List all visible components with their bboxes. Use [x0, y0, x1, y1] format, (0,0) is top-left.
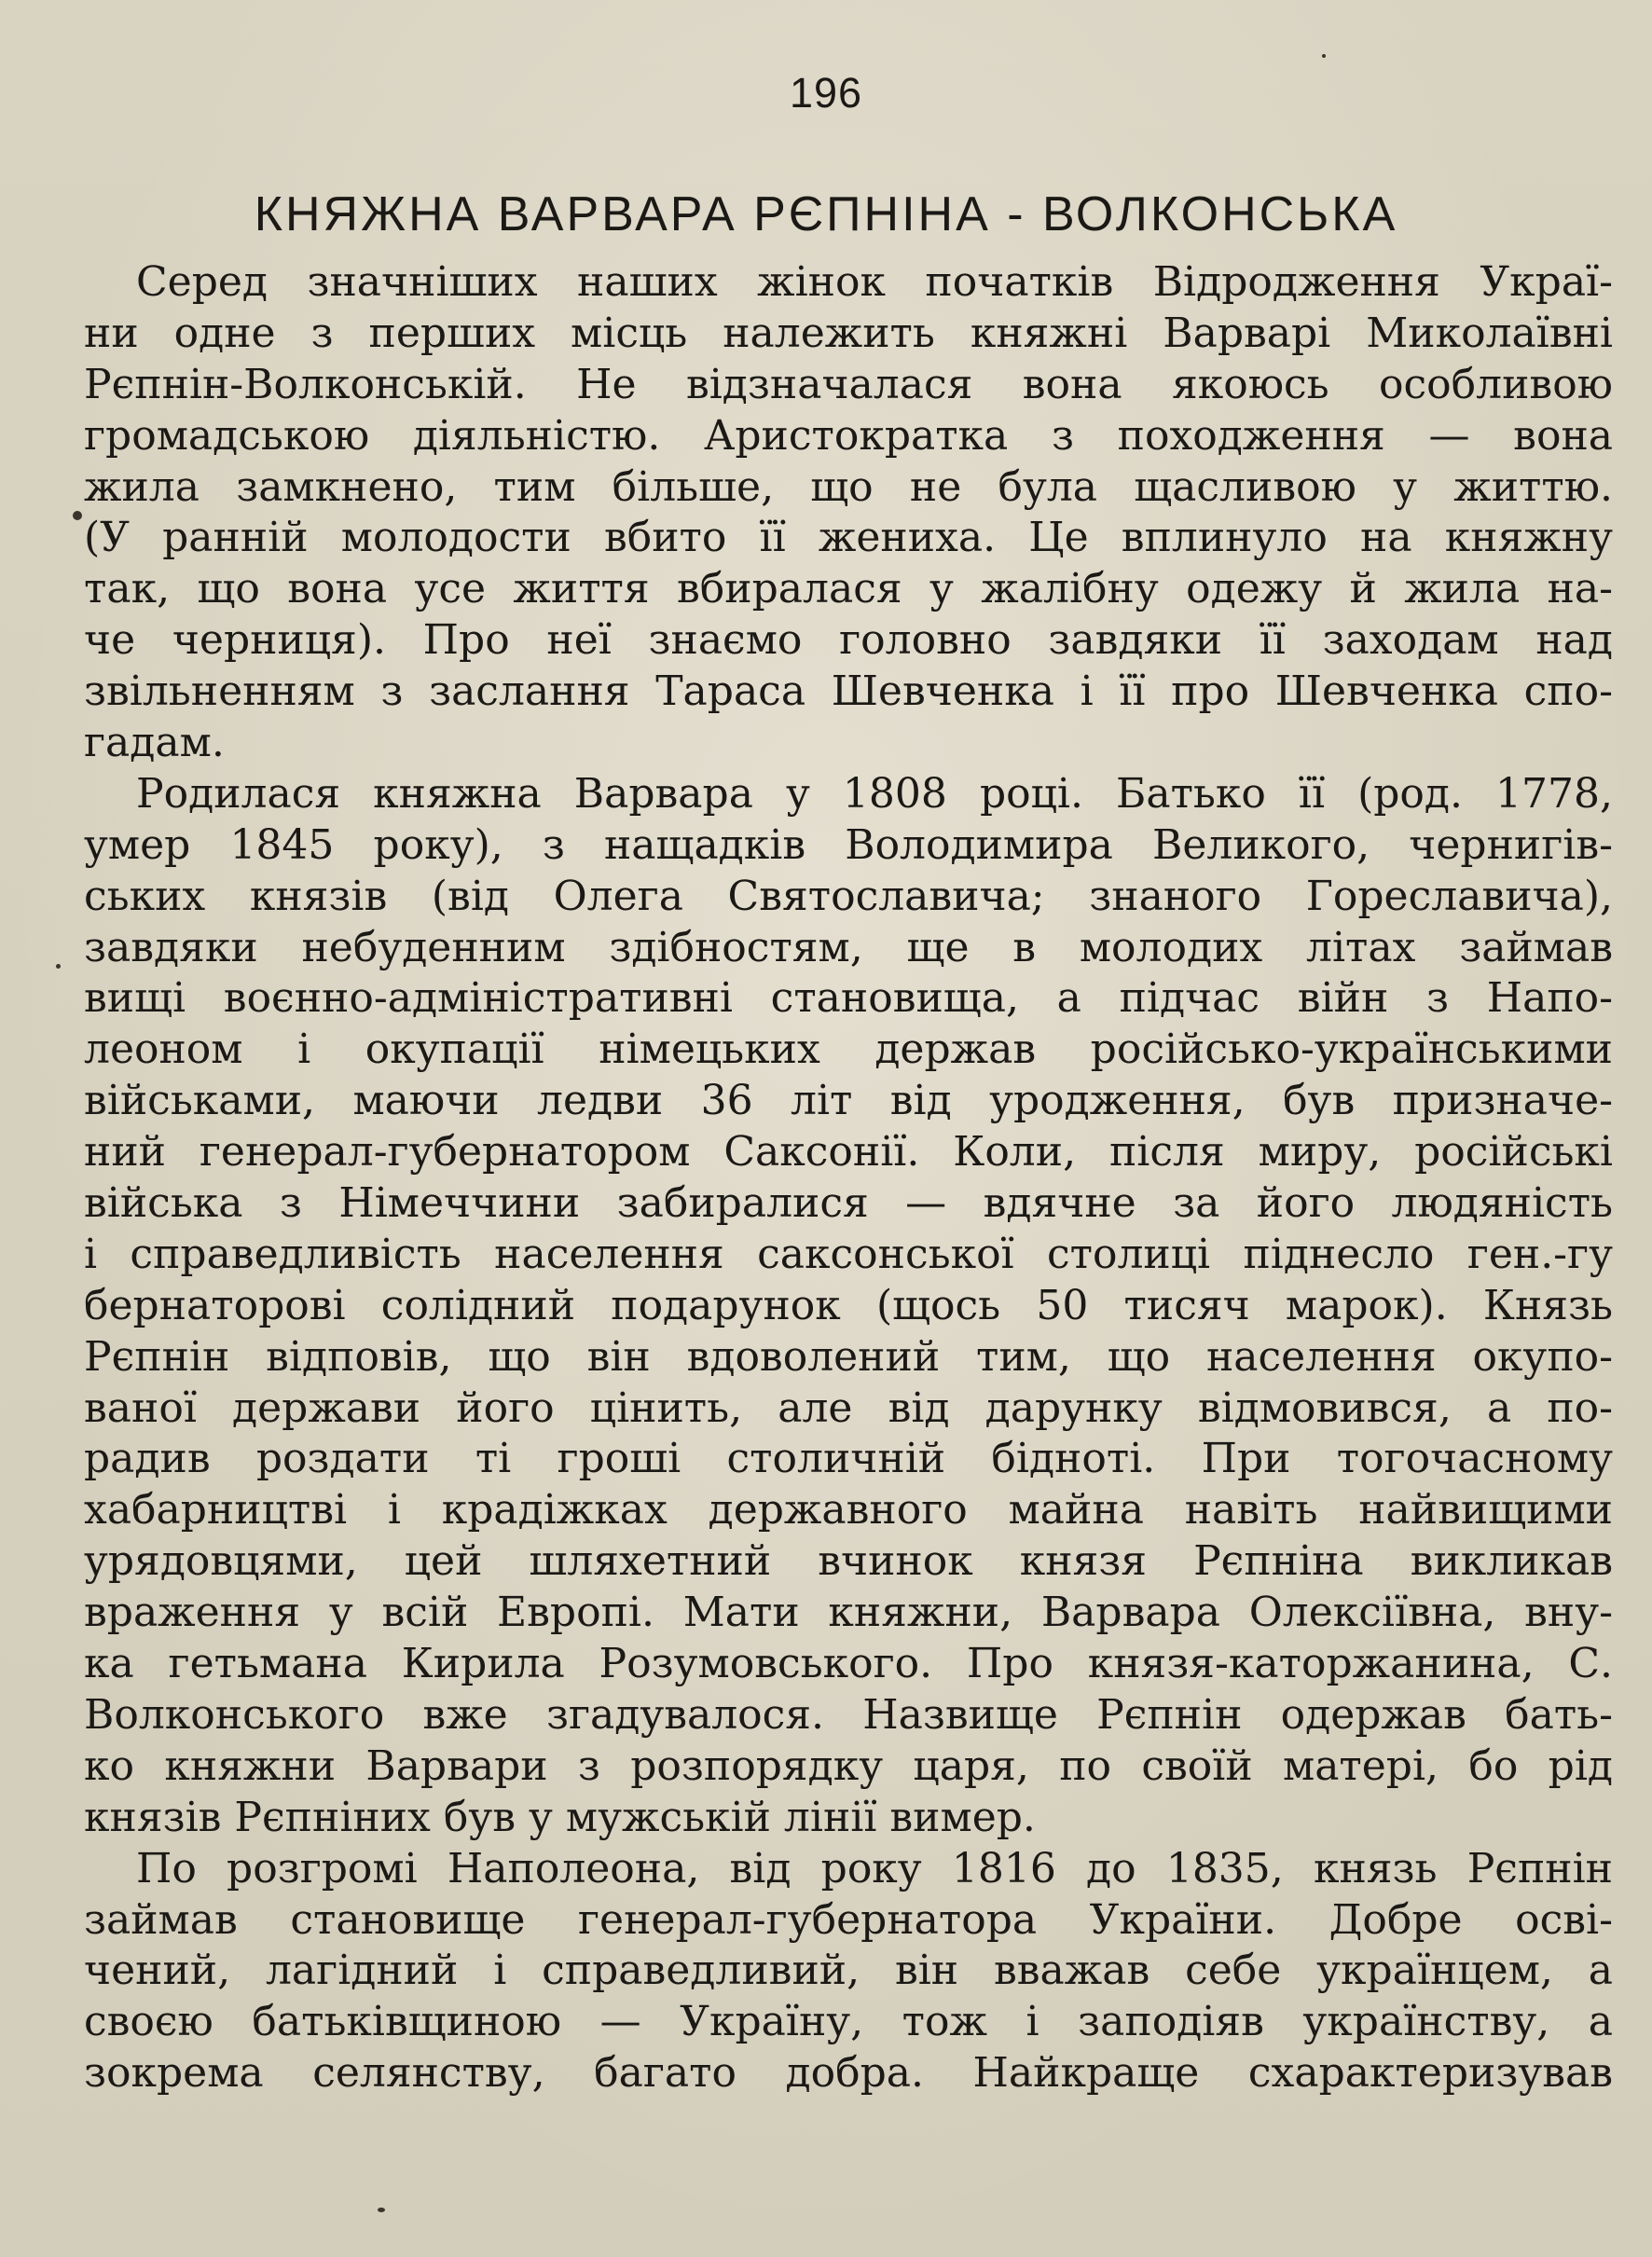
- text-line: Серед значніших наших жінок початків Відродження Украї-: [136, 258, 1613, 306]
- text-line: Рєпнін-Волконській. Не відзначалася вона якоюсь особливою: [84, 360, 1613, 408]
- text-line: звільненням з заслання Тараса Шевченка і її про Шевченка спо-: [84, 667, 1613, 716]
- text-line: громадською діяльністю. Аристократка з походження — вона: [84, 411, 1613, 460]
- text-line: займав становище генерал-губернатора України. Добре осві-: [84, 1895, 1613, 1944]
- text-line: ко княжни Варвари з розпорядку царя, по своїй матері, бо рід: [84, 1741, 1613, 1790]
- text-line: бернаторові солідний подарунок (щось 50 тисяч марок). Князь: [84, 1281, 1613, 1329]
- text-line: По розгромі Наполеона, від року 1816 до 1835, князь Рєпнін: [136, 1844, 1613, 1892]
- text-line: хабарництві і крадіжках державного майна навіть найвищими: [84, 1486, 1613, 1534]
- text-line: радив роздати ті гроші столичній бідноті. При тогочасному: [84, 1435, 1613, 1483]
- text-line: так, що вона усе життя вбиралася у жалібну одежу й жила на-: [84, 565, 1613, 613]
- text-line: завдяки небуденним здібностям, ще в молодих літах займав: [84, 923, 1613, 971]
- text-line: враження у всій Европі. Мати княжни, Варвара Олексіївна, вну-: [84, 1589, 1613, 1637]
- paper-speck: [73, 511, 82, 520]
- text-line: війська з Німеччини забиралися — вдячне за його людяність: [84, 1179, 1613, 1228]
- text-line: Рєпнін відповів, що він вдоволений тим, що населення окупо-: [84, 1332, 1613, 1381]
- text-line: і справедливість населення саксонської столиці піднесло ген.-гу: [84, 1230, 1613, 1278]
- paper-speck: [56, 964, 61, 969]
- text-line: Родилася княжна Варвара у 1808 році. Батько її (род. 1778,: [136, 769, 1613, 818]
- text-line: леоном і окупації німецьких держав російсько-українськими: [84, 1025, 1613, 1074]
- page-number: 196: [789, 69, 863, 117]
- text-line: ка гетьмана Кирила Розумовського. Про князя-каторжанина, С.: [84, 1640, 1613, 1688]
- text-line: жила замкнено, тим більше, що не була щасливою у життю.: [84, 462, 1613, 511]
- text-line: (У ранній молодости вбито її жениха. Це вплинуло на княжну: [84, 514, 1613, 562]
- text-line: ваної держави його цінить, але від дарунку відмовився, а по-: [84, 1383, 1613, 1432]
- text-line: Волконського вже згадувалося. Назвище Рєпнін одержав бать-: [84, 1690, 1613, 1739]
- text-line: ни одне з перших місць належить княжні Варварі Миколаївні: [84, 309, 1613, 357]
- text-line: умер 1845 року), з нащадків Володимира Великого, чернигів-: [84, 820, 1613, 869]
- text-line: своєю батьківщиною — Україну, тож і заподіяв українству, а: [84, 1998, 1613, 2046]
- text-line: військами, маючи ледви 36 літ від уродження, був призначе-: [84, 1077, 1613, 1125]
- text-line: чений, лагідний і справедливий, він вважав себе українцем, а: [84, 1947, 1613, 1995]
- text-line: че черниця). Про неї знаємо головно завдяки її заходам над: [84, 616, 1613, 665]
- text-line: гадам.: [84, 719, 225, 767]
- paper-speck: [378, 2208, 385, 2212]
- chapter-title: КНЯЖНА ВАРВАРА РЄПНІНА - ВОЛКОНСЬКА: [254, 187, 1398, 241]
- text-line: князів Рєпніних був у мужській лінії вимер.: [84, 1793, 1036, 1841]
- text-line: вищі воєнно-адміністративні становища, а підчас війн з Напо-: [84, 974, 1613, 1023]
- paper-speck: [1322, 54, 1326, 58]
- text-line: урядовцями, цей шляхетний вчинок князя Рєпніна викликав: [84, 1537, 1613, 1586]
- body-text: [84, 257, 1613, 2099]
- text-line: зокрема селянству, багато добра. Найкраще схарактеризував: [84, 2049, 1613, 2098]
- text-line: ний генерал-губернатором Саксонії. Коли, після миру, російські: [84, 1128, 1613, 1177]
- text-line: ських князів (від Олега Святославича; знаного Гореславича),: [84, 872, 1613, 920]
